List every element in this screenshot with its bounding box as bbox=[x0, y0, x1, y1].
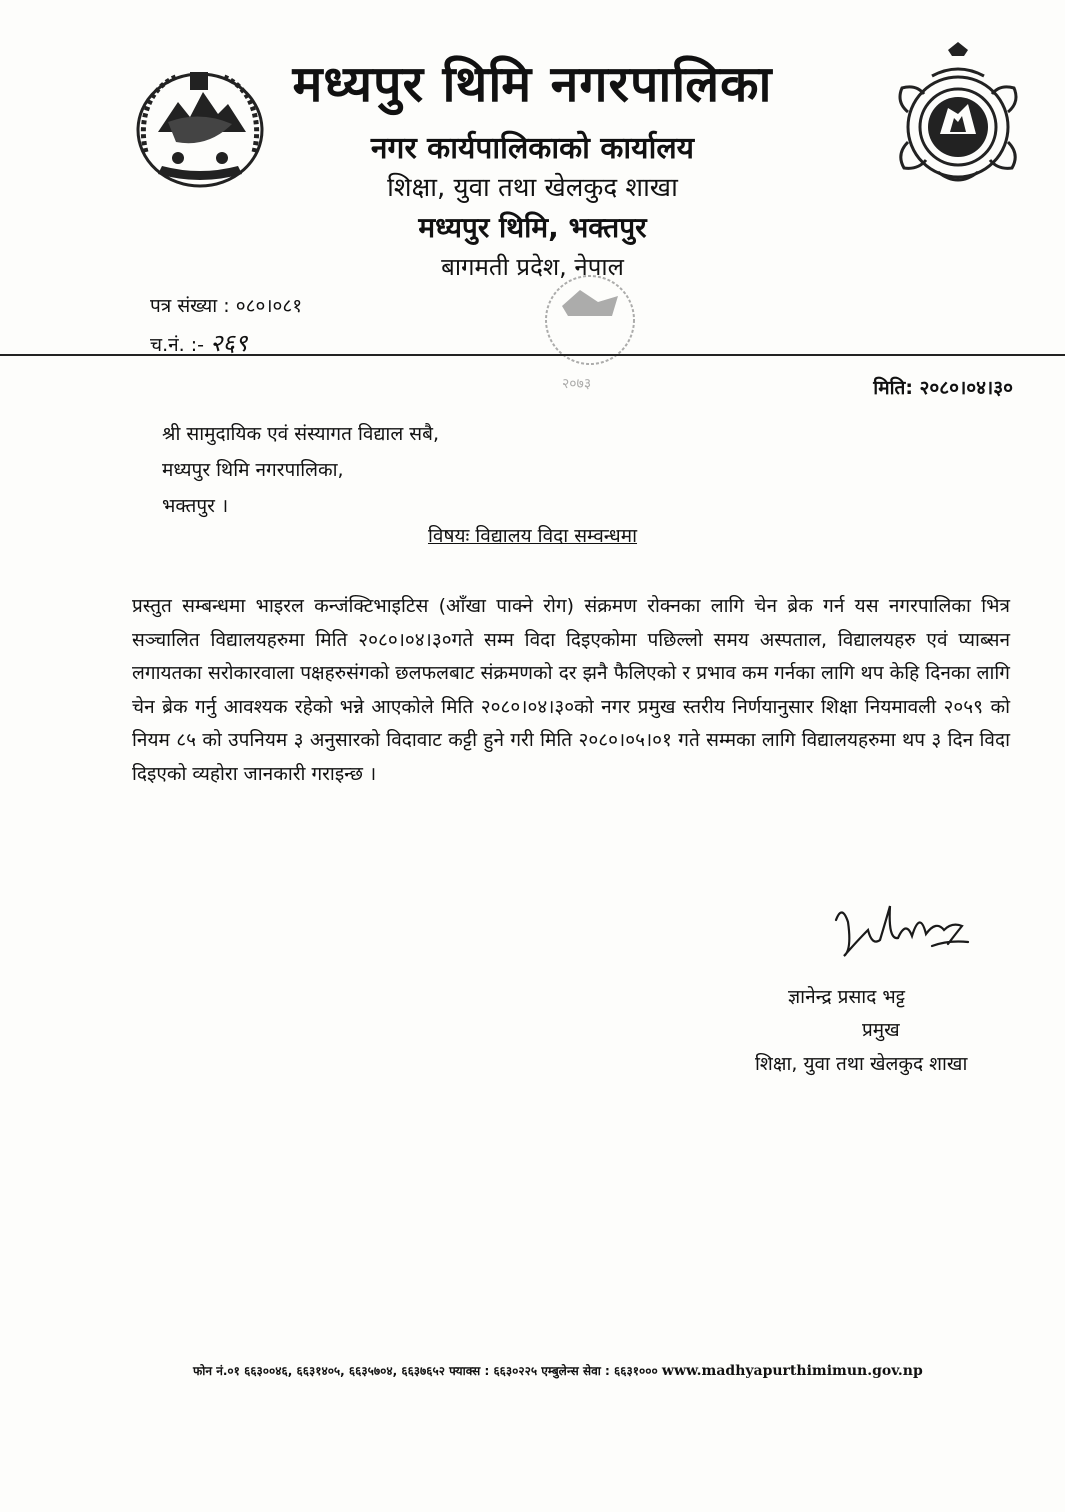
header-divider bbox=[0, 354, 1065, 356]
letter-body: प्रस्तुत सम्बन्धमा भाइरल कन्जंक्टिभाइटिस (आँखा पाक्ने रोग) संक्रमण रोक्नका लागि चेन ब्रेक गर्न यस नगरपालिका भित्र सञ्चालित विद्यालयहरुमा मिति २०८०।०४।३०गते सम्म विदा दिइएकोमा पछिल्लो समय अस्पताल, विद्यालयहरु एवं प्याब्सन लगायतका सरोकारवाला पक्षहरुसंगको छलफलबाट संक्रमणको दर झनै फैलिएको र प्रभाव कम गर्नका लागि थप केहि दिनका लागि चेन ब्रेक गर्नु आवश्यक रहेको भन्ने आएकोले मिति २०८०।०४।३०को नगर प्रमुख स्तरीय निर्णयानुसार शिक्षा नियमावली २०५९ को नियम ८५ को उपनियम ३ अनुसारको विदावाट कट्टी हुने गरी मिति २०८०।०५।०१ गते सम्मका लागि विद्यालयहरुमा थप ३ दिन विदा दिइएको व्यहोरा जानकारी गराइन्छ । bbox=[132, 595, 1010, 785]
branch-name: शिक्षा, युवा तथा खेलकुद शाखा bbox=[387, 173, 678, 203]
letter-number: पत्र संख्या : ०८०।०८१ bbox=[150, 295, 303, 317]
signatory-name: ज्ञानेन्द्र प्रसाद भट्ट bbox=[788, 986, 905, 1008]
subject-text: विषयः विद्यालय विदा सम्वन्धमा bbox=[427, 525, 638, 547]
dispatch-value: २६९ bbox=[210, 329, 248, 357]
municipality-title: मध्यपुर थिमि नगरपालिका bbox=[292, 55, 773, 113]
subject-line bbox=[0, 522, 1065, 548]
signatory-role: प्रमुख bbox=[862, 1019, 900, 1041]
addressee-line-2: मध्यपुर थिमि नगरपालिका, bbox=[162, 459, 344, 481]
addressee-line-3: भक्तपुर । bbox=[162, 495, 229, 517]
province-country: बागमती प्रदेश, नेपाल bbox=[441, 253, 624, 281]
handwritten-signature bbox=[828, 900, 978, 970]
signatory-branch: शिक्षा, युवा तथा खेलकुद शाखा bbox=[755, 1053, 968, 1075]
stamp-number: २०७३ bbox=[562, 376, 592, 392]
city-name: मध्यपुर थिमि, भक्तपुर bbox=[418, 211, 647, 244]
dispatch-label: च.नं. :- bbox=[150, 334, 211, 356]
letter-date: मिति: २०८०।०४।३० bbox=[873, 377, 1013, 399]
footer-phone-fax: फोन नं.०१ ६६३००४६, ६६३१४०५, ६६३५७०४, ६६३७६५२ फ्याक्स : ६६३०२२५ एम्बुलेन्स सेवा : ६६३१००० bbox=[193, 1364, 658, 1378]
footer-contact bbox=[193, 1362, 923, 1379]
office-name: नगर कार्यपालिकाको कार्यालय bbox=[370, 131, 695, 166]
addressee-line-1: श्री सामुदायिक एवं संस्यागत विद्याल सबै, bbox=[162, 423, 440, 445]
office-stamp bbox=[500, 272, 680, 392]
footer-website: www.madhyapurthimimun.gov.np bbox=[661, 1363, 923, 1379]
